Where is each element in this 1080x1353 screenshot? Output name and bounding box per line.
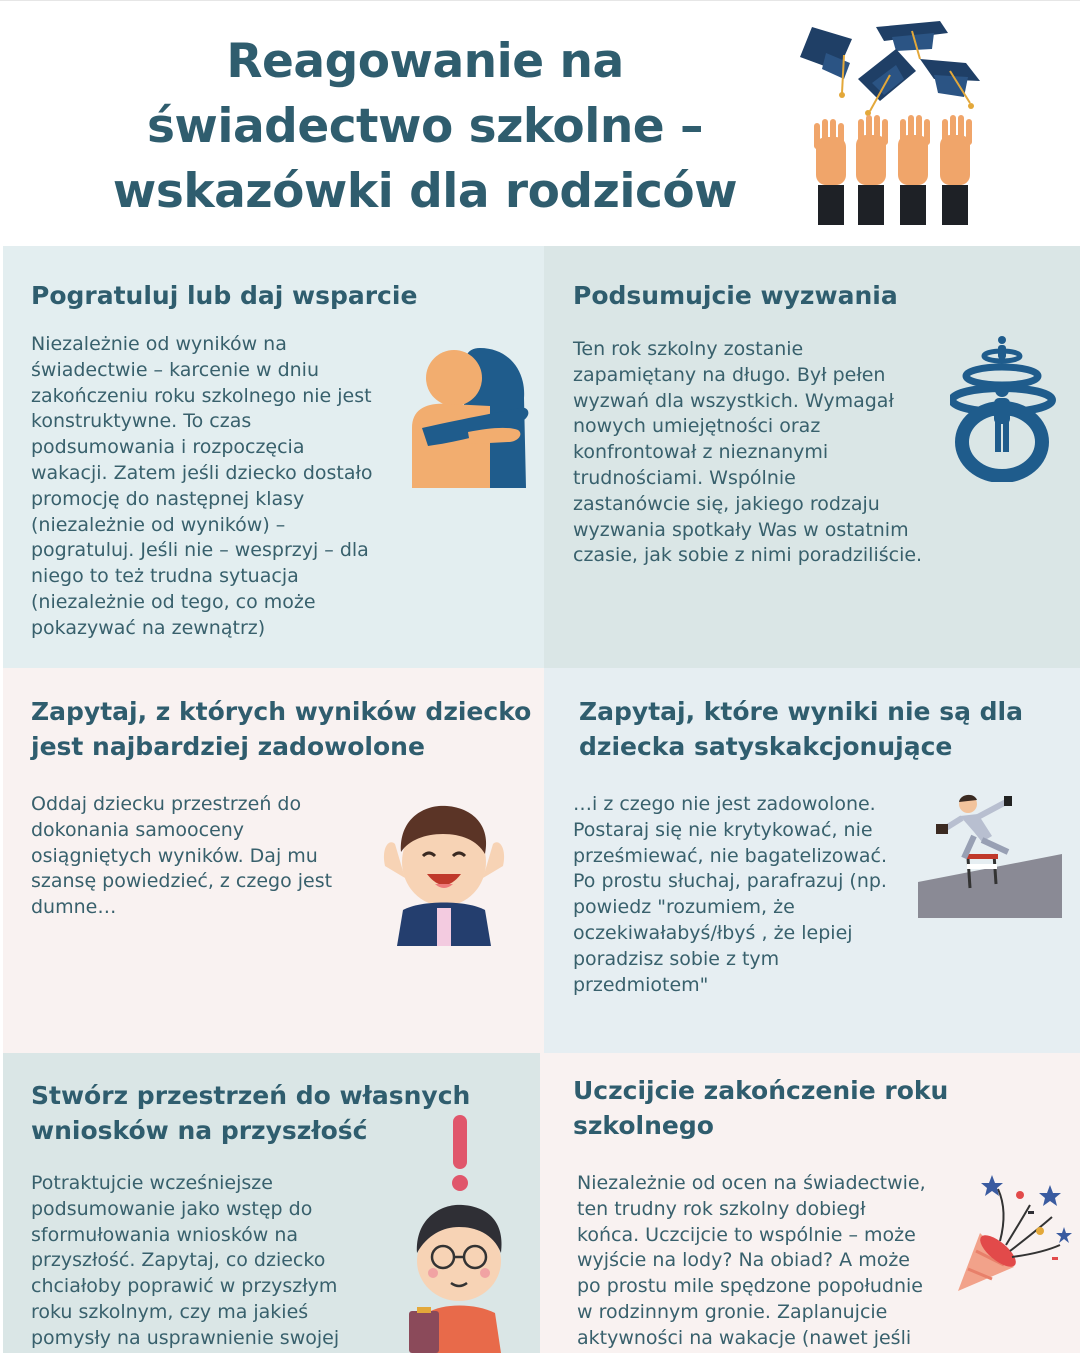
panel-summarize-challenges — [544, 246, 1080, 668]
text-line: szansę powiedzieć, z czego jest — [31, 870, 333, 893]
panel-heading — [579, 694, 1023, 764]
panel-text — [31, 792, 332, 921]
text-line: pokazywać na zewnątrz) — [31, 616, 266, 639]
heading-line: Uczcijcie zakończenie roku — [573, 1076, 949, 1105]
text-line: ten trudny rok szkolny dobiegł — [577, 1197, 866, 1220]
panel-text — [573, 792, 887, 998]
text-line: konfrontował z nieznanymi — [573, 441, 829, 464]
thinking-child-icon — [403, 1113, 513, 1353]
heading-line: szkolnego — [573, 1111, 714, 1140]
hug-icon — [408, 348, 533, 490]
text-line: chciałoby poprawić w przyszłym — [31, 1275, 338, 1298]
panel-heading — [31, 694, 531, 764]
text-line: Postaraj się nie krytykować, nie — [573, 818, 873, 841]
heading-line: wniosków na przyszłość — [31, 1116, 368, 1145]
text-line: podsumowanie jako wstęp do — [31, 1197, 313, 1220]
panel-congratulate — [3, 246, 544, 668]
panel-ask-unsatisfied — [544, 668, 1080, 1053]
title-line: wskazówki dla rodziców — [112, 164, 738, 219]
header — [0, 0, 1080, 247]
spiral-path-person-icon — [950, 334, 1060, 482]
text-line: …i z czego nie jest zadowolone. — [573, 793, 876, 815]
text-line: czasie, jak sobie z nimi poradziliście. — [573, 544, 923, 567]
text-line: powiedz "rozumiem, że — [573, 896, 795, 919]
happy-boy-icon — [381, 804, 507, 946]
hurdle-jumper-icon — [916, 792, 1066, 920]
heading-line: Stwórz przestrzeń do własnych — [31, 1081, 471, 1110]
heading-line: Zapytaj, które wyniki nie są dla — [579, 697, 1023, 726]
text-line: niego to też trudna sytuacja — [31, 565, 299, 588]
text-line: przyszłość. Zapytaj, co dziecko — [31, 1249, 326, 1272]
heading-line: Zapytaj, z których wyników dziecko — [31, 697, 532, 726]
text-line: aktywności na wakacje (nawet jeśli — [577, 1326, 912, 1349]
text-line: w rodzinnym gronie. Zaplanujcie — [577, 1300, 888, 1323]
title-line: świadectwo szkolne – — [146, 99, 704, 154]
text-line: Oddaj dziecku przestrzeń do — [31, 793, 302, 815]
party-popper-icon — [952, 1171, 1076, 1297]
text-line: promocję do następnej klasy — [31, 487, 305, 510]
text-line: wyzwań dla wszystkich. Wymagał — [573, 389, 894, 412]
page-title — [60, 29, 790, 224]
text-line: sformułowania wniosków na — [31, 1223, 299, 1246]
heading-line: dziecka satyskakcjonujące — [579, 732, 953, 761]
text-line: Po prostu słuchaj, parafrazuj (np. — [573, 870, 887, 893]
text-line: zastanówcie się, jakiego rodzaju — [573, 492, 880, 515]
text-line: końca. Uczcijcie to wspólnie – może — [577, 1223, 916, 1246]
text-line: konstruktywne. To czas — [31, 410, 252, 433]
heading-line: Podsumujcie wyzwania — [573, 281, 898, 310]
text-line: osiągniętych wyników. Daj mu — [31, 844, 318, 867]
text-line: pogratuluj. Jeśli nie – wesprzyj – dla — [31, 539, 369, 562]
text-line: dumne… — [31, 896, 117, 919]
panel-heading — [573, 278, 898, 313]
text-line: przedmiotem" — [573, 973, 709, 996]
text-line: prześmiewać, nie bagatelizować. — [573, 844, 888, 867]
panel-text — [577, 1171, 926, 1352]
title-line: Reagowanie na — [226, 34, 624, 89]
text-line: oczekiwałabyś/łbyś , że lepiej — [573, 921, 853, 944]
panel-heading — [31, 278, 417, 313]
heading-line: jest najbardziej zadowolone — [31, 732, 425, 761]
panel-conclusions — [3, 1053, 540, 1353]
text-line: zakończeniu roku szkolnego nie jest — [31, 384, 372, 407]
panel-celebrate — [540, 1053, 1080, 1353]
text-line: zapamiętany na długo. Był pełen — [573, 363, 886, 386]
panel-ask-satisfied — [3, 668, 544, 1053]
text-line: (niezależnie od wyników) – — [31, 513, 286, 536]
text-line: roku szkolnym, czy ma jakieś — [31, 1300, 309, 1323]
text-line: wyjście na lody? Na obiad? A może — [577, 1249, 910, 1272]
text-line: (niezależnie od tego, co może — [31, 590, 316, 613]
text-line: dokonania samooceny — [31, 818, 245, 841]
text-line: poradzisz sobie z tym — [573, 947, 780, 970]
text-line: Ten rok szkolny zostanie — [573, 338, 804, 360]
panel-heading — [573, 1073, 948, 1143]
text-line: świadectwie – karcenie w dniu — [31, 358, 319, 381]
text-line: Niezależnie od ocen na świadectwie, — [577, 1172, 926, 1194]
text-line: wakacji. Zatem jeśli dziecko dostało — [31, 461, 373, 484]
text-line: Niezależnie od wyników na — [31, 333, 287, 355]
text-line: po prostu mile spędzone popołudnie — [577, 1275, 923, 1298]
text-line: nowych umiejętności oraz — [573, 415, 821, 438]
panel-text — [31, 1171, 339, 1352]
text-line: Potraktujcie wcześniejsze — [31, 1172, 273, 1194]
heading-line: Pogratuluj lub daj wsparcie — [31, 281, 418, 310]
text-line: pomysły na usprawnienie swojej — [31, 1326, 340, 1349]
text-line: wyzwania spotkały Was w ostatnim — [573, 518, 909, 541]
panel-text — [31, 332, 373, 642]
text-line: podsumowania i rozpoczęcia — [31, 436, 305, 459]
graduation-caps-hands-icon — [800, 19, 990, 229]
text-line: trudnościami. Wspólnie — [573, 466, 796, 489]
panel-text — [573, 337, 922, 569]
